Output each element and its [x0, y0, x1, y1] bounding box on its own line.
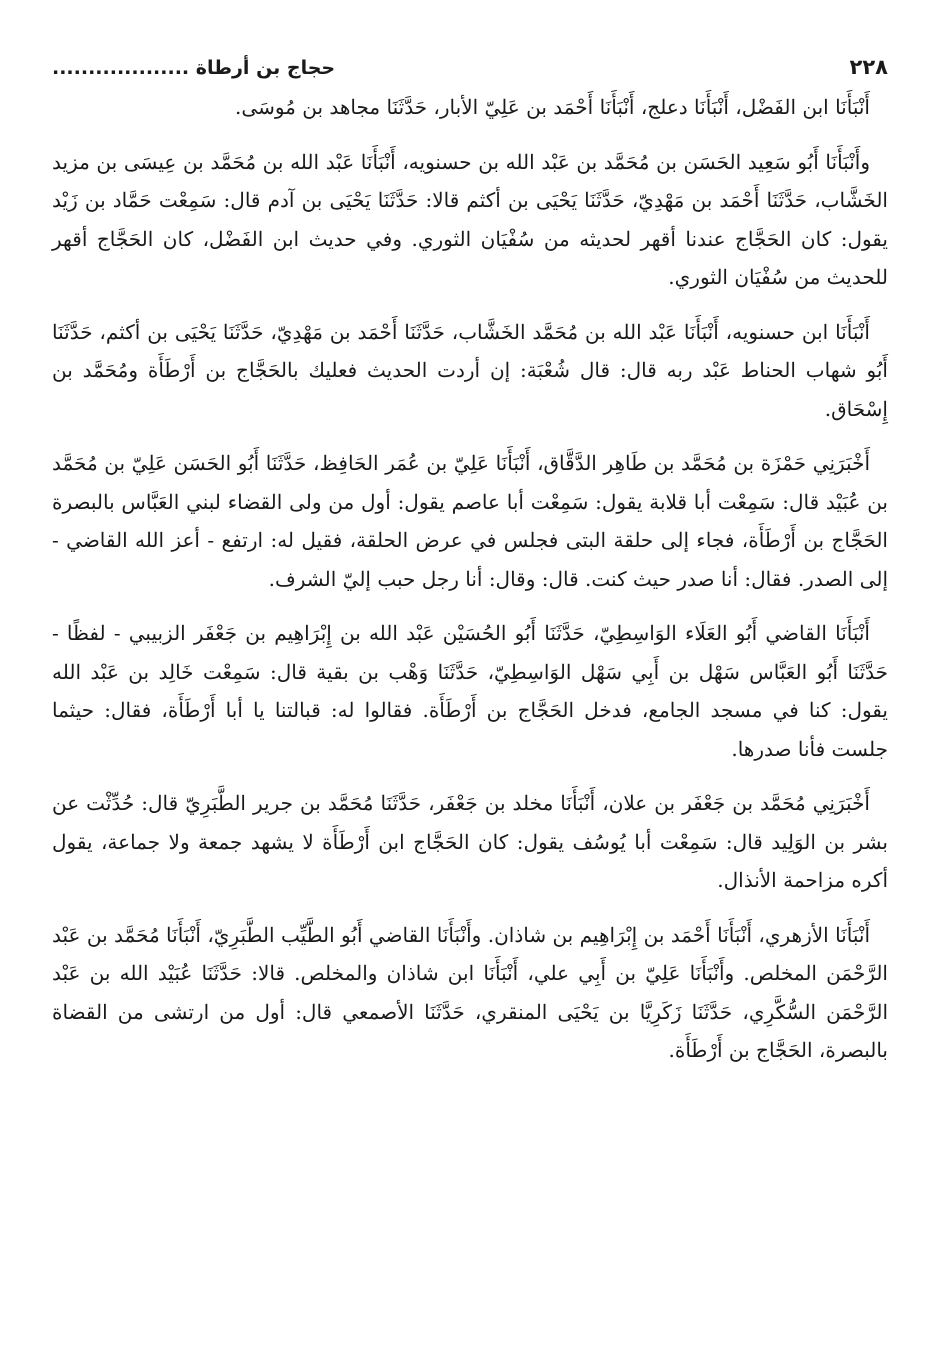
paragraph: أَنْبَأَنَا القاضي أَبُو العَلَاء الوَاسِطِيّ، حَدَّثَنَا أَبُو الحُسَيْن عَبْد الله بن إِبْرَاهِيم بن جَعْفَر الزبيبي - لفظًا - حَدَّثَنَا أَبُو العَبَّاس سَهْل بن أَبِي سَهْل الوَاسِطِيّ، حَدَّثَنَا وَهْب بن بقية قال: سَمِعْت خَالِد بن عَبْد الله يقول: كنا في مسجد الجامع، فدخل الحَجَّاج بن أَرْطَأَة. فقالوا له: قبالتنا يا أبا أَرْطَأَة، فقال: حيثما جلست فأنا صدرها. — [52, 621, 888, 761]
running-title: حجاج بن أرطاة ................... — [52, 57, 336, 79]
page-body — [52, 88, 888, 1070]
paragraph: أَخْبَرَنِي مُحَمَّد بن جَعْفَر بن علان، أَنْبَأَنَا مخلد بن جَعْفَر، حَدَّثَنَا مُحَمَّد بن جرير الطَّبَرِيّ قال: حُدِّثْت عن بشر بن الوَلِيد قال: سَمِعْت أبا يُوسُف يقول: كان الحَجَّاج ابن أَرْطَأَة لا يشهد جمعة ولا جماعة، يقول أكره مزاحمة الأنذال. — [52, 791, 888, 892]
page-number: ٢٢٨ — [849, 55, 888, 79]
book-page — [52, 50, 888, 1086]
paragraph: أَنْبَأَنَا ابن حسنويه، أَنْبَأَنَا عَبْد الله بن مُحَمَّد الخَشَّاب، حَدَّثَنَا أَحْمَد بن مَهْدِيّ، حَدَّثَنَا يَحْيَى بن أكثم، حَدَّثَنَا أَبُو شهاب الحناط عَبْد ربه قال: قال شُعْبَة: إن أردت الحديث فعليك بالحَجَّاج بن أَرْطَأَة ومُحَمَّد بن إِسْحَاق. — [52, 319, 888, 421]
paragraph: أَنْبَأَنَا الأزهري، أَنْبَأَنَا أَحْمَد بن إِبْرَاهِيم بن شاذان. وأَنْبَأَنَا القاضي أَبُو الطَّيِّب الطَّبَرِيّ، أَنْبَأَنَا مُحَمَّد بن عَبْد الرَّحْمَن المخلص. وأَنْبَأَنَا عَلِيّ بن أَبِي علي، أَنْبَأَنَا ابن شاذان والمخلص. قالا: حَدَّثَنَا عُبَيْد الله بن عَبْد الرَّحْمَن السُّكَّرِي، حَدَّثَنَا زَكَرِيَّا بن يَحْيَى المنقري، حَدَّثَنَا الأصمعي قال: أول من ارتشى من القضاة بالبصرة، الحَجَّاج بن أَرْطَأَة. — [52, 922, 888, 1062]
paragraph: أَخْبَرَنِي حَمْزَة بن مُحَمَّد بن طَاهِر الدَّقَّاق، أَنْبَأَنَا عَلِيّ بن عُمَر الحَافِظ، حَدَّثَنَا أَبُو الحَسَن عَلِيّ بن مُحَمَّد بن عُبَيْد قال: سَمِعْت أبا قلابة يقول: سَمِعْت أبا عاصم يقول: أول من ولى القضاء لبني العَبَّاس بالبصرة الحَجَّاج بن أَرْطَأَة، فجاء إلى حلقة البتى فجلس في عرض الحلقة، فقيل له: ارتفع - أعز الله القاضي - إلى الصدر. فقال: أنا صدر حيث كنت. قال: وقال: أنا رجل حبب إليّ الشرف. — [52, 451, 888, 591]
page-header — [52, 50, 888, 84]
paragraph: أَنْبَأَنَا ابن الفَضْل، أَنْبَأَنَا دعلج، أَنْبَأَنَا أَحْمَد بن عَلِيّ الأبار، حَدَّثَنَا مجاهد بن مُوسَى. — [235, 95, 870, 119]
paragraph: وأَنْبَأَنَا أَبُو سَعِيد الحَسَن بن مُحَمَّد بن عَبْد الله بن حسنويه، أَنْبَأَنَا عَبْد الله بن مُحَمَّد بن عِيسَى بن مزيد الخَشَّاب، حَدَّثَنَا أَحْمَد بن مَهْدِيّ، حَدَّثَنَا يَحْيَى بن أكثم قالا: حَدَّثَنَا يَحْيَى بن آدم قال: سَمِعْت حَمَّاد بن زَيْد يقول: كان الحَجَّاج عندنا أقهر لحديثه من سُفْيَان الثوري. وفي حديث ابن الفَضْل، كان الحَجَّاج أقهر للحديث من سُفْيَان الثوري. — [52, 149, 888, 289]
